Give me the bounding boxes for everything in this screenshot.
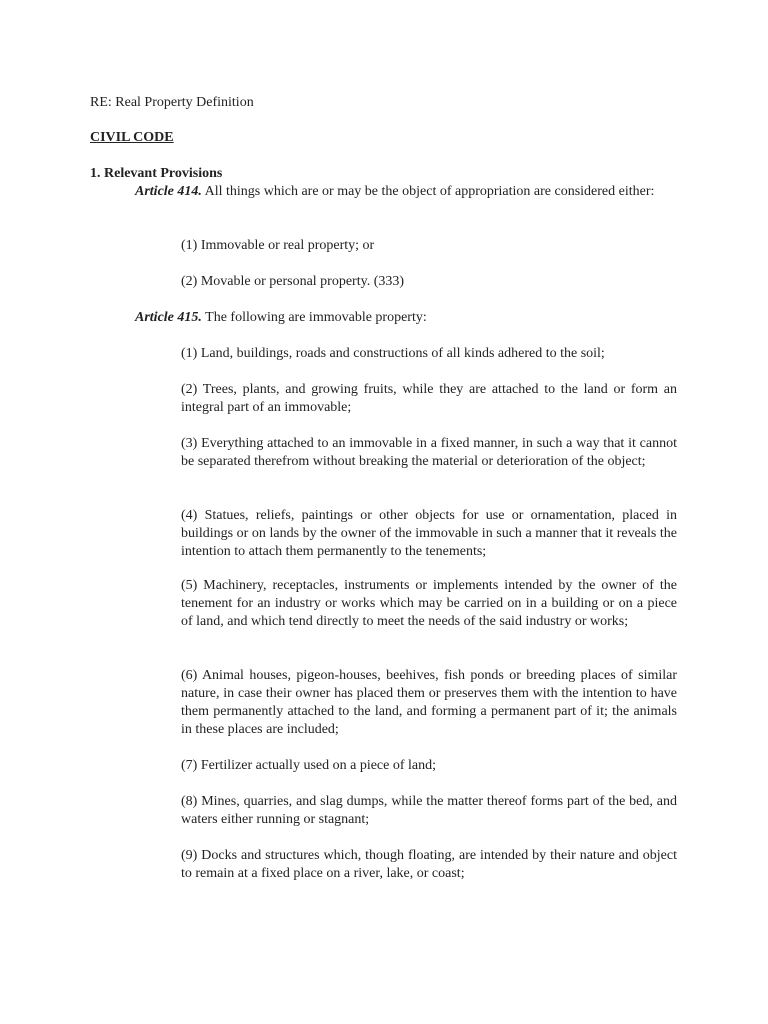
article-414-item: (2) Movable or personal property. (333) xyxy=(181,274,405,289)
article-415-text: The following are immovable property: xyxy=(201,310,427,325)
article-415-item: (4) Statues, reliefs, paintings or other objects for use or ornamentation, placed in buildings or on lands by the owner of the immovable in such a manner that it reveals the intention to attach them permanently to the tenements; xyxy=(181,508,677,559)
article-414-paragraph xyxy=(135,183,677,201)
article-414-number: Article 414. xyxy=(135,184,202,199)
article-415-item: (6) Animal houses, pigeon-houses, beehives, fish ponds or breeding places of similar nature, in case their owner has placed them or preserves them with the intention to have them permanently attached to the land, and forming a permanent part of it; the animals in these places are included; xyxy=(181,668,677,737)
article-415-item: (1) Land, buildings, roads and constructions of all kinds adhered to the soil; xyxy=(181,346,605,361)
article-415-number: Article 415. xyxy=(135,310,202,325)
article-415-item: (3) Everything attached to an immovable in a fixed manner, in such a way that it cannot be separated therefrom without breaking the material or deterioration of the object; xyxy=(181,436,677,469)
article-415-item: (7) Fertilizer actually used on a piece of land; xyxy=(181,758,437,773)
code-heading: CIVIL CODE xyxy=(90,130,174,145)
article-415-item: (2) Trees, plants, and growing fruits, while they are attached to the land or form an integral part of an immovable; xyxy=(181,382,677,415)
article-414-item: (1) Immovable or real property; or xyxy=(181,238,375,253)
article-414-text: All things which are or may be the object of appropriation are considered either: xyxy=(201,184,655,199)
article-415-item: (8) Mines, quarries, and slag dumps, while the matter thereof forms part of the bed, and waters either running or stagnant; xyxy=(181,794,677,827)
article-415-item: (5) Machinery, receptacles, instruments or implements intended by the owner of the tenement for an industry or works which may be carried on in a building or on a piece of land, and which tend directly to meet the needs of the said industry or works; xyxy=(181,578,677,629)
subject-line: RE: Real Property Definition xyxy=(90,95,254,110)
article-415-paragraph xyxy=(135,309,677,327)
article-415-item: (9) Docks and structures which, though floating, are intended by their nature and object to remain at a fixed place on a river, lake, or coast; xyxy=(181,848,677,881)
section-heading: 1. Relevant Provisions xyxy=(90,166,223,181)
